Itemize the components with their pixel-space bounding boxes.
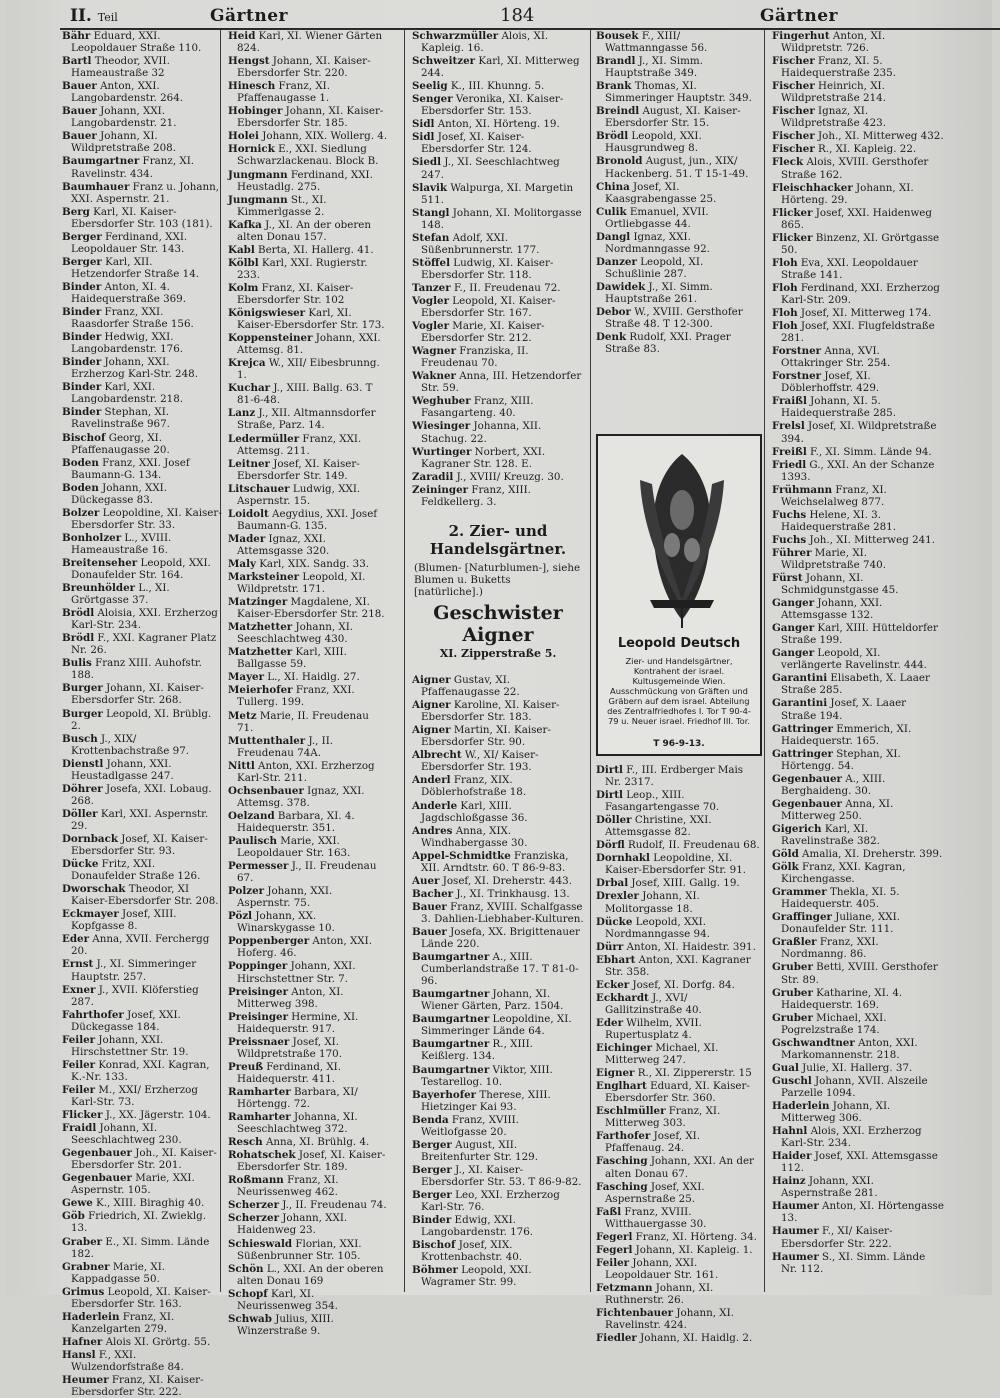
listing-entry: Bauer Anton, XXI. Langobardenstr. 264. — [62, 80, 184, 105]
listing-entry: Eder Anna, XVII. Ferchergg 20. — [62, 933, 210, 958]
listing-entry: Flicker Josef, XXI. Haidenweg 865. — [772, 206, 932, 231]
listing-entry: Graffinger Juliane, XXI. Donaufelder Str. 111. — [772, 911, 900, 936]
listing-entry: Nittl Anton, XXI. Erzherzog Karl-Str. 211. — [228, 759, 375, 784]
column-4 — [596, 30, 762, 1345]
listing-entry: Gegenbauer Marie, XXI. Aspernstr. 105. — [62, 1172, 195, 1197]
listing-entry: Koppensteiner Johann, XXI. Attemsg. 81. — [228, 332, 381, 357]
listing-entry: Siedl J., XI. Seeschlachtweg 247. — [412, 156, 560, 181]
listing-entry: Haumer F., XI/ Kaiser-Ebersdorfer Str. 222. — [772, 1225, 893, 1250]
listing-entry: Anderl Franz, XIX. Döblerhofstraße 18. — [412, 774, 527, 799]
listing-entry: Metz Marie, II. Freudenau 71. — [228, 709, 369, 734]
listing-entry: Gölk Franz, XXI. Kagran, Kirchengasse. — [772, 861, 906, 886]
listing-entry: Mader Ignaz, XXI. Attemsgasse 320. — [228, 532, 330, 557]
listing-entry: Döller Christine, XXI. Attemsgasse 82. — [596, 814, 712, 839]
listing-entry: Binder Stephan, XI. Ravelinstraße 967. — [62, 406, 170, 431]
listing-entry: Bischof Georg, XI. Pfaffenaugasse 20. — [62, 431, 170, 456]
header-keyword-left: Gärtner — [210, 6, 288, 26]
listing-entry: Bolzer Leopoldine, XI. Kaiser-Ebersdorfer Str. 33. — [62, 506, 222, 531]
listing-entry: Dornback Josef, XI. Kaiser-Ebersdorfer Str. 93. — [62, 833, 208, 858]
listing-entry: Ochsenbauer Ignaz, XXI. Attemsg. 378. — [228, 784, 365, 809]
listing-entry: Fichtenbauer Johann, XI. Ravelinstr. 424. — [596, 1307, 734, 1332]
listing-entry: Schweitzer Karl, XI. Mitterweg 244. — [412, 55, 580, 80]
listing-entry: Gewe K., XIII. Biraghig 40. — [62, 1197, 205, 1210]
listing-entry: Baumgartner Leopoldine, XI. Simmeringer Lände 64. — [412, 1013, 572, 1038]
listing-entry: Dornhakl Leopoldine, XI. Kaiser-Ebersdorfer Str. 91. — [596, 852, 747, 877]
listing-entry: Garantini Elisabeth, X. Laaer Straße 285. — [772, 672, 930, 697]
listing-entry: Boden Johann, XXI. Dückegasse 83. — [62, 481, 167, 506]
listing-entry: Berger Ferdinand, XXI. Leopoldauer Str. 143. — [62, 230, 188, 255]
listing-entry: Baumgartner R., XIII. Keißlerg. 134. — [412, 1038, 533, 1063]
page-number: 184 — [500, 5, 535, 26]
listing-entry: Loidolt Aegydius, XXI. Josef Baumann-G. 135. — [228, 507, 378, 532]
advertiser-name: Leopold Deutsch — [617, 636, 741, 651]
listing-entry: Grabner Marie, XI. Kappadgasse 50. — [62, 1260, 166, 1285]
advertiser-phone: T 96-9-13. — [653, 739, 705, 749]
listing-entry: Aigner Karoline, XI. Kaiser-Ebersdorfer Str. 183. — [412, 699, 560, 724]
listing-entry: Aigner Martin, XI. Kaiser-Ebersdorfer Str. 90. — [412, 724, 551, 749]
listing-entry: Fingerhut Anton, XI. Wildpretstr. 726. — [772, 30, 886, 55]
listing-entry: Danzer Leopold, XI. Schußlinie 287. — [596, 255, 704, 280]
listing-entry: Hengst Johann, XI. Kaiser-Ebersdorfer Str. 220. — [228, 55, 371, 80]
listing-entry: Brödl F., XXI. Kagraner Platz Nr. 26. — [62, 632, 217, 657]
listing-entry: Stangl Johann, XI. Molitorgasse 148. — [412, 206, 582, 231]
listing-entry: Burger Johann, XI. Kaiser-Ebersdorfer Str. 268. — [62, 682, 204, 707]
listing-entry: Baumgartner A., XIII. Cumberlandstraße 17. T 81-0-96. — [412, 951, 579, 988]
listing-entry: Frelsl Josef, XI. Wildpretstraße 394. — [772, 420, 937, 445]
listing-entry: Ramharter Barbara, XI/ Hörtengg. 72. — [228, 1085, 358, 1110]
listing-entry: Gschwandtner Anton, XXI. Markomannenstr. 218. — [772, 1036, 918, 1061]
listing-entry: Stefan Adolf, XXI. Süßenbrunnerstr. 177. — [412, 231, 540, 256]
listing-entry: Matzinger Magdalene, XI. Kaiser-Ebersdorfer Str. 218. — [228, 596, 385, 621]
column-divider — [404, 30, 405, 1292]
listing-entry: Fischer Joh., XI. Mitterweg 432. — [772, 130, 944, 143]
listing-entry: Bacher J., XI. Trinkhausg. 13. — [412, 887, 570, 900]
listing-entry: Haider Josef, XXI. Attemsgasse 112. — [772, 1150, 938, 1175]
listing-entry: Heid Karl, XI. Wiener Gärten 824. — [228, 30, 383, 55]
listing-entry: Drbal Josef, XIII. Gallg. 19. — [596, 877, 740, 890]
listing-entry: Preisinger Hermine, XI. Haidequerstr. 917. — [228, 1010, 359, 1035]
listing-entry: Binder Hedwig, XXI. Langobardenstr. 176. — [62, 331, 184, 356]
listing-entry: Andres Anna, XIX. Windhabergasse 30. — [412, 824, 528, 849]
listing-entry: Gruber Michael, XXI. Pogrelzstraße 174. — [772, 1011, 887, 1036]
listing-entry: Fegerl Franz, XI. Hörteng. 34. — [596, 1230, 757, 1243]
listing-entry: Binder Edwig, XXI. Langobardenstr. 176. — [412, 1214, 534, 1239]
listing-entry: Berger J., XI. Kaiser-Ebersdorfer Str. 53. T 86-9-82. — [412, 1163, 582, 1188]
listing-entry: Preisinger Anton, XI. Mitterweg 398. — [228, 985, 344, 1010]
listing-entry: Binder Franz, XXI. Raasdorfer Straße 156. — [62, 306, 194, 331]
column-1 — [62, 30, 222, 1398]
listing-entry: Bähr Eduard, XXI. Leopoldauer Straße 110. — [62, 30, 202, 55]
listing-entry: Scherzer Johann, XXI. Haidenweg 23. — [228, 1212, 348, 1237]
listing-entry: Guschl Johann, XVII. Alszeile Parzelle 1094. — [772, 1074, 928, 1099]
listing-entry: Aigner Gustav, XI. Pfaffenaugasse 22. — [412, 674, 520, 699]
part-marker: II. Teil — [70, 6, 118, 26]
listing-entry: Eichinger Michael, XI. Mitterweg 247. — [596, 1042, 719, 1067]
listing-entry: Ebhart Anton, XXI. Kagraner Str. 358. — [596, 953, 751, 978]
listing-entry: Englhart Eduard, XI. Kaiser-Ebersdorfer Str. 360. — [596, 1080, 750, 1105]
listing-entry: Stöffel Ludwig, XI. Kaiser-Ebersdorfer Str. 118. — [412, 256, 554, 281]
listing-entry: Anderle Karl, XIII. Jagdschloßgasse 36. — [412, 799, 528, 824]
listing-entry: Schopf Karl, XI. Neurissenweg 354. — [228, 1287, 338, 1312]
listing-entry: Preuß Ferdinand, XI. Haidequerstr. 411. — [228, 1060, 341, 1085]
listing-entry: Berger August, XII. Breitenfurter Str. 129. — [412, 1138, 538, 1163]
listing-entry: Kabl Berta, XI. Hallerg. 41. — [228, 243, 374, 256]
listing-entry: Sidl Anton, XI. Hörteng. 19. — [412, 118, 560, 131]
listing-entry: Dirtl Leop., XIII. Fasangartengasse 70. — [596, 789, 720, 814]
listing-entry: Baumgartner Johann, XI. Wiener Gärten, Parz. 1504. — [412, 988, 564, 1013]
listing-entry: Floh Josef, XI. Mitterweg 174. — [772, 307, 932, 320]
listing-entry: Fetzmann Johann, XI. Ruthnerstr. 26. — [596, 1281, 714, 1306]
wreath-illustration-icon — [632, 450, 732, 630]
listing-entry: Binder Anton, XI. 4. Haidequerstraße 369. — [62, 280, 186, 305]
advertisement-box — [596, 434, 762, 756]
listing-entry: Floh Ferdinand, XXI. Erzherzog Karl-Str. 209. — [772, 281, 940, 306]
listing-entry: Döller Karl, XXI. Aspernstr. 29. — [62, 807, 209, 832]
listing-entry: Bartl Theodor, XVII. Hameaustraße 32 — [62, 55, 170, 80]
listing-entry: Dörfl Rudolf, II. Freudenau 68. — [596, 839, 760, 852]
listing-entry: Forstner Josef, XI. Döblerhoffstr. 429. — [772, 370, 880, 395]
listing-entry: Döhrer Josefa, XXI. Lobaug. 268. — [62, 782, 212, 807]
listing-entry: Fischer Franz, XI. 5. Haidequerstraße 235. — [772, 55, 896, 80]
listing-entry: Fasching Johann, XXI. An der alten Donau 67. — [596, 1155, 754, 1180]
listing-entry: Bronold August, jun., XIX/ Hackenberg. 51. T 15-1-49. — [596, 155, 749, 180]
listing-entry: Brödl Leopold, XXI. Hausgrundweg 8. — [596, 130, 702, 155]
listing-entry: Rohatschek Josef, XI. Kaiser-Ebersdorfer Str. 189. — [228, 1149, 386, 1174]
listing-entry: Matzhetter Karl, XIII. Ballgasse 59. — [228, 646, 347, 671]
listing-entry: Burger Leopold, XI. Brüblg. 2. — [62, 707, 212, 732]
listing-entry: Königswieser Karl, XI. Kaiser-Ebersdorfer Str. 173. — [228, 307, 385, 332]
listing-entry: Gruber Betti, XVIII. Gersthofer Str. 89. — [772, 961, 938, 986]
listing-entry: Ganger Johann, XXI. Attemsgasse 132. — [772, 597, 883, 622]
listing-entry: Auer Josef, XI. Dreherstr. 443. — [412, 874, 572, 887]
listing-entry: Kolm Franz, XI. Kaiser-Ebersdorfer Str. 102 — [228, 281, 354, 306]
listing-entry: Binder Karl, XXI. Langobardenstr. 218. — [62, 381, 184, 406]
listing-entry: Haderlein Johann, XI. Mitterweg 306. — [772, 1099, 891, 1125]
column-3 — [412, 30, 584, 1292]
listing-entry: Hainz Johann, XXI. Aspernstraße 281. — [772, 1175, 878, 1200]
listing-entry: Gegenbauer Anna, XI. Mitterweg 250. — [772, 797, 894, 822]
listing-entry: Baumhauer Franz u. Johann, XXI. Aspernstr. 21. — [62, 180, 220, 205]
listing-entry: Freißl F., XI. Simm. Lände 94. — [772, 445, 932, 458]
listing-entry: Friedl G., XXI. An der Schanze 1393. — [772, 458, 935, 483]
listing-entry: Bousek F., XIII/ Wattmanngasse 56. — [596, 30, 708, 55]
listing-entry: Paulisch Marie, XXI. Leopoldauer Str. 163. — [228, 835, 351, 860]
listing-entry: Schieswald Florian, XXI. Süßenbrunner Str. 105. — [228, 1237, 362, 1262]
listing-entry: Schwab Julius, XIII. Winzerstraße 9. — [228, 1312, 334, 1337]
listing-entry: Feiler Johann, XXI. Hirschstettner Str. 19. — [62, 1033, 189, 1058]
listing-entry: Haumer S., XI. Simm. Lände Nr. 112. — [772, 1250, 926, 1275]
listing-entry: Bauer Johann, XXI. Langobardenstr. 21. — [62, 105, 177, 130]
listing-entry: Bischof Josef, XIX. Krottenbachstr. 40. — [412, 1239, 523, 1264]
listing-entry: Ramharter Johanna, XI. Seeschlachtweg 372. — [228, 1111, 358, 1136]
page-header — [60, 2, 1000, 30]
listing-entry: Gattringer Stephan, XI. Hörtengg. 54. — [772, 747, 901, 772]
listing-entry: Slavik Walpurga, XI. Margetin 511. — [412, 181, 574, 206]
listing-entry: Forstner Anna, XVI. Ottakringer Str. 254. — [772, 345, 891, 370]
listing-entry: Graber E., XI. Simm. Lände 182. — [62, 1235, 210, 1260]
listing-entry: Eschlmüller Franz, XI. Mitterweg 303. — [596, 1105, 721, 1130]
listing-entry: Weghuber Franz, XIII. Fasangarteng. 40. — [412, 395, 534, 420]
listing-entry: Kafka J., XI. An der oberen alten Donau 157. — [228, 218, 371, 243]
listing-entry: Grammer Thekla, XI. 5. Haidequerstr. 405. — [772, 886, 900, 911]
listing-entry: Eder Wilhelm, XVII. Rupertusplatz 4. — [596, 1016, 702, 1041]
listing-entry: Gruber Katharine, XI. 4. Haidequerstr. 169. — [772, 986, 903, 1011]
listing-entry: Wakner Anna, III. Hetzendorfer Str. 59. — [412, 370, 582, 395]
listing-entry: Feiler Konrad, XXI. Kagran, K.-Nr. 133. — [62, 1058, 210, 1083]
column-divider — [764, 30, 765, 1292]
listing-entry: Litschauer Ludwig, XXI. Aspernstr. 15. — [228, 482, 361, 507]
listing-entry: Fleischhacker Johann, XI. Hörteng. 29. — [772, 181, 914, 206]
listing-entry: Dawidek J., XI. Simm. Hauptstraße 261. — [596, 280, 713, 305]
listing-entry: Binder Johann, XXI. Erzherzog Karl-Str. 248. — [62, 356, 198, 381]
listing-entry: Haumer Anton, XI. Hörtengasse 13. — [772, 1200, 944, 1225]
listing-entry: Wagner Franziska, II. Freudenau 70. — [412, 345, 529, 370]
listing-entry: Benda Franz, XVIII. Weitlofgasse 20. — [412, 1113, 519, 1138]
listing-entry: Haderlein Franz, XI. Kanzelgarten 279. — [62, 1310, 175, 1335]
listing-entry: Pözl Johann, XX. Winarskygasse 10. — [228, 910, 335, 935]
listing-entry: Berg Karl, XI. Kaiser-Ebersdorfer Str. 103 (181). — [62, 205, 213, 230]
listing-entry: Marksteiner Leopold, XI. Wildpretstr. 171. — [228, 571, 366, 596]
listing-entry: Permesser J., II. Freudenau 67. — [228, 860, 377, 885]
listing-entry: Dücke Fritz, XXI. Donaufelder Straße 126. — [62, 858, 201, 883]
listing-entry: Berger Leo, XXI. Erzherzog Karl-Str. 76. — [412, 1188, 560, 1214]
listing-entry: Böhmer Leopold, XXI. Wagramer Str. 99. — [412, 1264, 532, 1289]
listing-entry: Fraidl Johann, XI. Seeschlachtweg 230. — [62, 1122, 182, 1147]
listing-entry: Fahrthofer Josef, XXI. Dückegasse 184. — [62, 1008, 181, 1033]
listing-entry: Breunhölder L., XI. Grörtgasse 37. — [62, 582, 170, 607]
listing-entry: Busch J., XIX/ Krottenbachstraße 97. — [62, 732, 190, 757]
listing-entry: Fürst Johann, XI. Schmidgunstgasse 45. — [772, 572, 899, 597]
listing-entry: Drexler Johann, XI. Molitorgasse 18. — [596, 890, 700, 915]
listing-entry: Floh Eva, XXI. Leopoldauer Straße 141. — [772, 256, 918, 281]
listing-entry: China Josef, XI. Kaasgrabengasse 25. — [596, 180, 717, 205]
listing-entry: Dangl Ignaz, XXI. Nordmanngasse 92. — [596, 230, 710, 255]
listing-entry: Poppenberger Anton, XXI. Hoferg. 46. — [228, 935, 372, 960]
listing-entry: Ganger Karl, XIII. Hütteldorfer Straße 199. — [772, 622, 938, 647]
listing-entry: Krejca W., XII/ Eibesbrunng. 1. — [228, 357, 380, 382]
listing-entry: Flicker J., XX. Jägerstr. 104. — [62, 1109, 211, 1122]
advertisement-text: Zier- und Handelsgärtner, Kontrahent der israel. Kultusgemeinde Wien. Ausschmückung von Gräften und Gräbern auf dem israel. Abteilung des Zentralfriedhofes I. Tor T 90-4-79 u. Neuer israel. Friedhof III. Tor. — [607, 656, 751, 726]
listing-entry: Leitner Josef, XI. Kaiser-Ebersdorfer Str. 149. — [228, 457, 360, 482]
listing-entry: Exner J., XVII. Klöferstieg 287. — [62, 983, 199, 1008]
listing-entry: Fegerl Johann, XI. Kapleig. 1. — [596, 1243, 753, 1256]
listing-entry: Meierhofer Franz, XXI. Tullerg. 199. — [228, 684, 355, 709]
listing-entry: Bauer Johann, XI. Wildpretstraße 208. — [62, 130, 176, 155]
listing-entry: Fischer R., XI. Kapleig. 22. — [772, 143, 917, 156]
listing-entry: Boden Franz, XXI. Josef Baumann-G. 134. — [62, 456, 190, 481]
listing-entry: Muttenthaler J., II. Freudenau 74A. — [228, 734, 334, 759]
listing-entry: Lanz J., XII. Altmannsdorfer Straße, Parz. 14. — [228, 407, 376, 432]
listing-entry: Scherzer J., II. Freudenau 74. — [228, 1199, 387, 1212]
listing-entry: Zeininger Franz, XIII. Feldkellerg. 3. — [412, 483, 531, 508]
listing-entry: Sidl Josef, XI. Kaiser-Ebersdorfer Str. 124. — [412, 131, 532, 156]
listing-entry: Brandl J., XI. Simm. Hauptstraße 349. — [596, 55, 703, 80]
column-3-bottom-list — [412, 674, 584, 1288]
listing-entry: Fischer Heinrich, XI. Wildpretstraße 214. — [772, 80, 886, 105]
listing-entry: Floh Josef, XXI. Flugfeldstraße 281. — [772, 320, 935, 345]
listing-entry: Kuchar J., XIII. Ballg. 63. T 81-6-48. — [228, 382, 373, 407]
listing-entry: Grimus Leopold, XI. Kaiser-Ebersdorfer Str. 163. — [62, 1285, 211, 1310]
listing-entry: Jungmann Ferdinand, XXI. Heustadlg. 275. — [228, 168, 373, 193]
listing-entry: Eigner R., XI. Zippererstr. 15 — [596, 1067, 752, 1080]
listing-entry: Gegenbauer Joh., XI. Kaiser-Ebersdorfer Str. 201. — [62, 1147, 217, 1172]
column-4-top-list — [596, 30, 762, 430]
listing-entry: Göb Friedrich, XI. Zwieklg. 13. — [62, 1210, 207, 1235]
listing-entry: Resch Anna, XI. Brühlg. 4. — [228, 1136, 370, 1149]
listing-entry: Fiedler Johann, XI. Haidlg. 2. — [596, 1332, 753, 1345]
listing-entry: Schön L., XXI. An der oberen alten Donau 169 — [228, 1262, 384, 1287]
column-2 — [228, 30, 388, 1337]
listing-entry: Ernst J., XI. Simmeringer Hauptstr. 257. — [62, 958, 197, 983]
listing-entry: Vogler Marie, XI. Kaiser-Ebersdorfer Str. 212. — [412, 320, 545, 345]
listing-entry: Wurtinger Norbert, XXI. Kagraner Str. 128. E. — [412, 445, 546, 470]
listing-entry: Hinesch Franz, XI. Pfaffenaugasse 1. — [228, 80, 330, 105]
listing-entry: Fraißl Johann, XI. 5. Haidequerstraße 285. — [772, 395, 896, 420]
listing-entry: Hobinger Johann, XI. Kaiser-Ebersdorfer Str. 185. — [228, 105, 384, 130]
listing-entry: Göld Amalia, XI. Dreherstr. 399. — [772, 848, 943, 861]
listing-entry: Preissnaer Josef, XI. Wildpretstraße 170. — [228, 1035, 342, 1060]
listing-entry: Brödl Aloisia, XXI. Erzherzog Karl-Str. 234. — [62, 607, 218, 632]
listing-entry: Bauer Franz, XVIII. Schalfgasse 3. Dahlien-Liebhaber-Kulturen. — [412, 900, 584, 925]
listing-entry: Bayerhofer Therese, XIII. Hietzinger Kai 93. — [412, 1088, 551, 1113]
listing-entry: Baumgartner Viktor, XIII. Testarellog. 10. — [412, 1063, 553, 1088]
listing-entry: Hafner Alois XI. Grörtg. 55. — [62, 1335, 211, 1348]
listing-entry: Roßmann Franz, XI. Neurissenweg 462. — [228, 1174, 339, 1199]
listing-entry: Albrecht W., XI/ Kaiser-Ebersdorfer Str. 193. — [412, 749, 539, 774]
listing-entry: Gual Julie, XI. Hallerg. 37. — [772, 1061, 913, 1074]
listing-entry: Garantini Josef, X. Laaer Straße 194. — [772, 697, 907, 722]
listing-entry: Ganger Leopold, XI. verlängerte Ravelinstr. 444. — [772, 647, 927, 672]
listing-entry: Seelig K., III. Khunng. 5. — [412, 80, 545, 93]
column-3-top-list — [412, 30, 584, 508]
listing-entry: Bonholzer L., XVIII. Hameaustraße 16. — [62, 531, 172, 556]
section-heading: 2. Zier- und Handelsgärtner. — [429, 522, 567, 558]
listing-entry: Holei Johann, XIX. Wollerg. 4. — [228, 130, 388, 143]
listing-entry: Maly Karl, XIX. Sandg. 33. — [228, 557, 370, 570]
listing-entry: Hansl F., XXI. Wulzendorfstraße 84. — [62, 1348, 184, 1373]
listing-entry: Schwarzmüller Alois, XI. Kapleig. 16. — [412, 30, 549, 55]
listing-entry: Fleck Alois, XVIII. Gersthofer Straße 162. — [772, 156, 929, 181]
listing-entry: Debor W., XVIII. Gersthofer Straße 48. T 12-300. — [596, 306, 743, 331]
listing-entry: Graßler Franz, XXI. Nordmanng. 86. — [772, 936, 879, 961]
listing-entry: Oelzand Barbara, XI. 4. Haidequerstr. 351. — [228, 809, 355, 834]
listing-entry: Ledermüller Franz, XXI. Attemsg. 211. — [228, 432, 362, 457]
listing-entry: Farthofer Josef, XI. Pfaffenaug. 24. — [596, 1130, 701, 1155]
listing-entry: Mayer L., XI. Haidlg. 27. — [228, 671, 360, 684]
listing-entry: Wiesinger Johanna, XII. Stachug. 22. — [412, 420, 542, 445]
listing-entry: Führer Marie, XI. Wildpretstraße 740. — [772, 546, 886, 571]
section-note: (Blumen- [Naturblumen-], siehe Blumen u. Buketts [natürliche].) — [414, 562, 581, 598]
listing-entry: Fischer Ignaz, XI. Wildpretstraße 423. — [772, 105, 886, 130]
listing-entry: Kölbl Karl, XXI. Rugierstr. 233. — [228, 256, 368, 281]
listing-entry: Eckhardt J., XVI/ Gallitzinstraße 40. — [596, 991, 702, 1016]
listing-entry: Brank Thomas, XI. Simmeringer Hauptstr. 349. — [596, 80, 752, 105]
listing-entry: Gegenbauer A., XIII. Berghaideng. 30. — [772, 772, 886, 797]
listing-entry: Senger Veronika, XI. Kaiser-Ebersdorfer Str. 153. — [412, 93, 564, 118]
listing-entry: Heumer Franz, XI. Kaiser-Ebersdorfer Str. 222. — [62, 1374, 204, 1398]
listing-entry: Faßl Franz, XVIII. Witthauergasse 30. — [596, 1205, 707, 1230]
listing-entry: Feiler Johann, XXI. Leopoldauer Str. 161. — [596, 1256, 719, 1281]
listing-entry: Feiler M., XXI/ Erzherzog Karl-Str. 73. — [62, 1083, 198, 1108]
listing-entry: Dworschak Theodor, XI Kaiser-Ebersdorfer Str. 208. — [62, 883, 219, 908]
listing-entry: Baumgartner Franz, XI. Ravelinstr. 434. — [62, 155, 195, 180]
listing-entry: Bulis Franz XIII. Auhofstr. 188. — [62, 657, 202, 682]
listing-entry: Flicker Binzenz, XI. Grörtgasse 50. — [772, 231, 940, 256]
listing-entry: Dirtl F., III. Erdberger Mais Nr. 2317. — [596, 764, 744, 789]
listing-entry: Poppinger Johann, XXI. Hirschstettner Str. 7. — [228, 960, 356, 985]
listing-entry: Fuchs Joh., XI. Mitterweg 241. — [772, 533, 935, 546]
listing-entry: Bauer Josefa, XX. Brigittenauer Lände 220. — [412, 925, 580, 951]
listing-entry: Dienstl Johann, XXI. Heustadlgasse 247. — [62, 757, 174, 782]
column-divider — [590, 30, 591, 1292]
listing-entry: Vogler Leopold, XI. Kaiser-Ebersdorfer Str. 167. — [412, 294, 556, 320]
listing-entry: Eckmayer Josef, XIII. Kopfgasse 8. — [62, 908, 177, 933]
column-4-bottom-list — [596, 764, 762, 1344]
listing-entry: Fuchs Helene, XI. 3. Haidequerstraße 281. — [772, 508, 896, 533]
listing-entry: Matzhetter Johann, XI. Seeschlachtweg 430. — [228, 621, 354, 646]
listing-entry: Gattringer Emmerich, XI. Haidequerstr. 165. — [772, 722, 912, 747]
listing-entry: Dücke Leopold, XXI. Nordmanngasse 94. — [596, 915, 710, 940]
featured-firm-address: XI. Zipperstraße 5. — [439, 647, 557, 660]
featured-firm-name: Geschwister Aigner — [433, 602, 563, 646]
listing-entry: Fasching Josef, XXI. Aspernstraße 25. — [596, 1180, 705, 1205]
listing-entry: Dürr Anton, XI. Haidestr. 391. — [596, 940, 756, 953]
listing-entry: Breitenseher Leopold, XXI. Donaufelder Str. 164. — [62, 556, 211, 582]
listing-entry: Jungmann St., XI. Kimmerlgasse 2. — [228, 193, 327, 218]
listing-entry: Berger Karl, XII. Hetzendorfer Straße 14. — [62, 255, 200, 280]
listing-entry: Denk Rudolf, XXI. Prager Straße 83. — [596, 331, 731, 356]
listing-entry: Frühmann Franz, XI. Weichselalweg 877. — [772, 483, 887, 508]
listing-entry: Gigerich Karl, XI. Ravelinstraße 382. — [772, 822, 880, 847]
listing-entry: Zaradil J., XVIII/ Kreuzg. 30. — [412, 470, 564, 483]
listing-entry: Hornick E., XXI. Siedlung Schwarzlackenau. Block B. — [228, 143, 379, 168]
listing-entry: Tanzer F., II. Freudenau 72. — [412, 281, 561, 294]
listing-entry: Ecker Josef, XI. Dorfg. 84. — [596, 978, 735, 991]
listing-entry: Polzer Johann, XXI. Aspernstr. 75. — [228, 885, 333, 910]
listing-entry: Breindl August, XI. Kaiser-Ebersdorfer Str. 15. — [596, 105, 741, 130]
column-5 — [772, 30, 944, 1292]
listing-entry: Hahnl Alois, XXI. Erzherzog Karl-Str. 234. — [772, 1125, 922, 1150]
listing-entry: Appel-Schmidtke Franziska, XII. Arndtstr. 60. T 86-9-83. — [412, 849, 569, 874]
listing-entry: Culik Emanuel, XVII. Ortliebgasse 44. — [596, 205, 709, 230]
header-keyword-right: Gärtner — [760, 6, 838, 26]
